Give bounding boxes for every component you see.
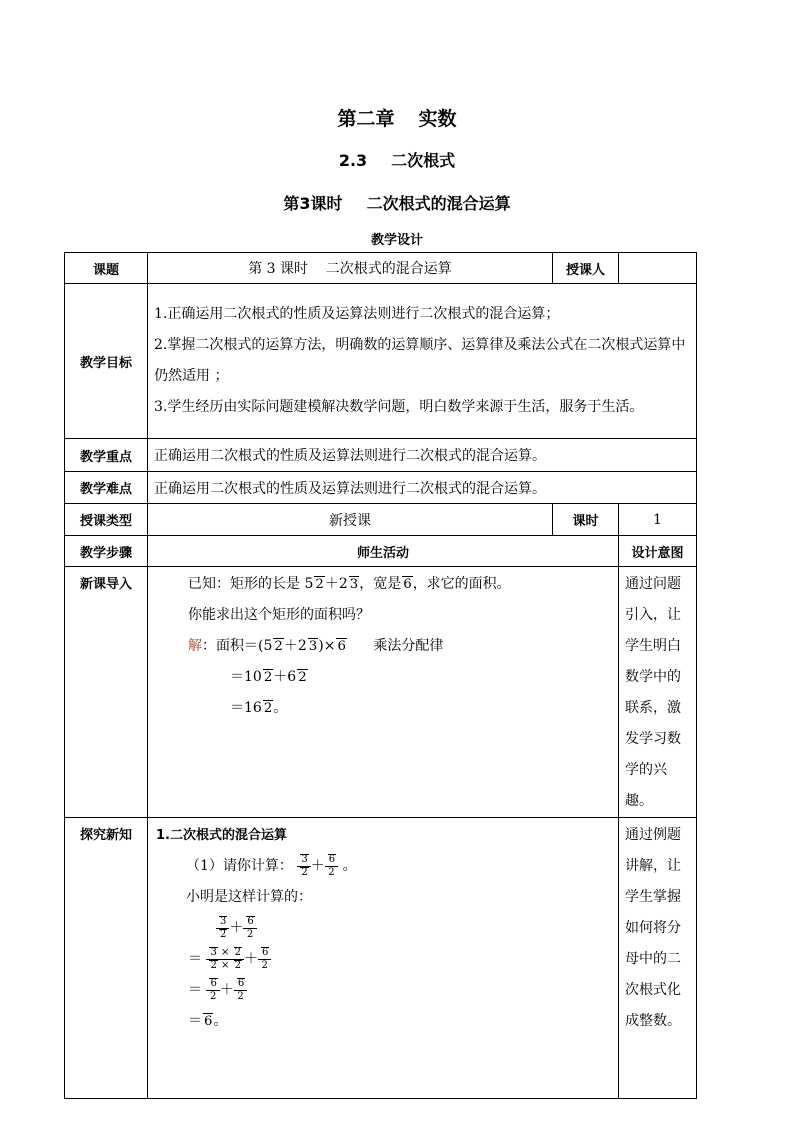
calc-line-1: $\frac{3}{2}$ ＋ $\frac{6}{2}$	[156, 913, 612, 944]
goal-item: 3.学生经历由实际问题建模解决数学问题，明白数学来源于生活，服务于生活。	[154, 399, 644, 415]
goals-label: 教学目标	[65, 284, 148, 439]
row-topic	[65, 253, 697, 284]
topic-label: 课题	[65, 253, 148, 284]
intro-question-2: 你能求出这个矩形的面积吗？	[188, 607, 370, 623]
solution-step-2: ＝10 2＋6 2	[230, 669, 307, 685]
row-column-headers	[65, 536, 697, 567]
explore-activity	[148, 818, 619, 1099]
sqrt-6: 6	[403, 577, 412, 592]
solution-step-3: ＝16 2。	[230, 700, 288, 716]
intro-activity	[148, 567, 619, 818]
hours-label: 课时	[553, 504, 619, 536]
teacher-label: 授课人	[553, 253, 619, 284]
section-heading: 2.3 二次根式	[338, 151, 456, 170]
sqrt-2: 2	[315, 577, 324, 592]
row-goals	[65, 284, 697, 439]
row-class-type	[65, 504, 697, 536]
xiaoming-text: 小明是这样计算的：	[186, 889, 312, 905]
explore-step-label: 探究新知	[65, 818, 148, 1099]
intro-step-label: 新课导入	[65, 567, 148, 818]
doc-type-heading: 教学设计	[370, 233, 423, 248]
key-point-value: 正确运用二次根式的性质及运算法则进行二次根式的混合运算。	[148, 439, 697, 472]
row-explore	[65, 818, 697, 1099]
goals-content	[148, 284, 697, 439]
intro-intent: 通过问题引入，让学生明白数学中的联系，激发学习数学的兴趣。	[619, 567, 697, 818]
key-point-label: 教学重点	[65, 439, 148, 472]
calc-line-2: ＝ $\frac{3 \times 2}{2 \times 2}$ ＋ $\frac{6}{2}$	[156, 944, 612, 975]
intro-question: 已知：矩形的长是 5 2＋2 3，宽是 6，求它的面积。	[188, 576, 511, 592]
lesson-heading: 第3课时 二次根式的混合运算	[283, 194, 511, 213]
activities-header: 师生活动	[148, 536, 619, 567]
intro-solution: 解：面积＝(5 2＋2 3)× 6 乘法分配律	[188, 638, 444, 654]
difficulty-label: 教学难点	[65, 472, 148, 504]
chapter-heading: 第二章 实数	[337, 108, 457, 130]
calc-line-4: ＝ 6。	[188, 1013, 228, 1029]
sqrt-3: 3	[349, 577, 359, 592]
explore-task: （1）请你计算： $\frac{3}{2}$ ＋ $\frac{6}{2}$ 。	[186, 854, 357, 878]
row-key-point	[65, 439, 697, 472]
explore-heading: 1.二次根式的混合运算	[156, 828, 287, 843]
intent-header: 设计意图	[619, 536, 697, 567]
goal-item: 1.正确运用二次根式的性质及运算法则进行二次根式的混合运算；	[154, 306, 560, 322]
explore-intent: 通过例题讲解，让学生掌握如何将分母中的二次根式化成整数。	[619, 818, 697, 1099]
calc-line-3: ＝ $\frac{6}{2}$ ＋ $\frac{6}{2}$	[156, 975, 612, 1006]
row-difficulty	[65, 472, 697, 504]
solution-label: 解	[188, 638, 202, 654]
row-intro	[65, 567, 697, 818]
hours-value: 1	[619, 504, 697, 536]
lesson-plan-table	[64, 252, 697, 1099]
class-type-value: 新授课	[148, 504, 553, 536]
topic-value: 第 3 课时 二次根式的混合运算	[148, 253, 553, 284]
goal-item: 2.掌握二次根式的运算方法，明确数的运算顺序、运算律及乘法公式在二次根式运算中仍然适用 ；	[154, 337, 686, 384]
steps-header: 教学步骤	[65, 536, 148, 567]
teacher-value	[619, 253, 697, 284]
difficulty-value: 正确运用二次根式的性质及运算法则进行二次根式的混合运算。	[148, 472, 697, 504]
solution-note: 乘法分配律	[373, 638, 444, 654]
class-type-label: 授课类型	[65, 504, 148, 536]
